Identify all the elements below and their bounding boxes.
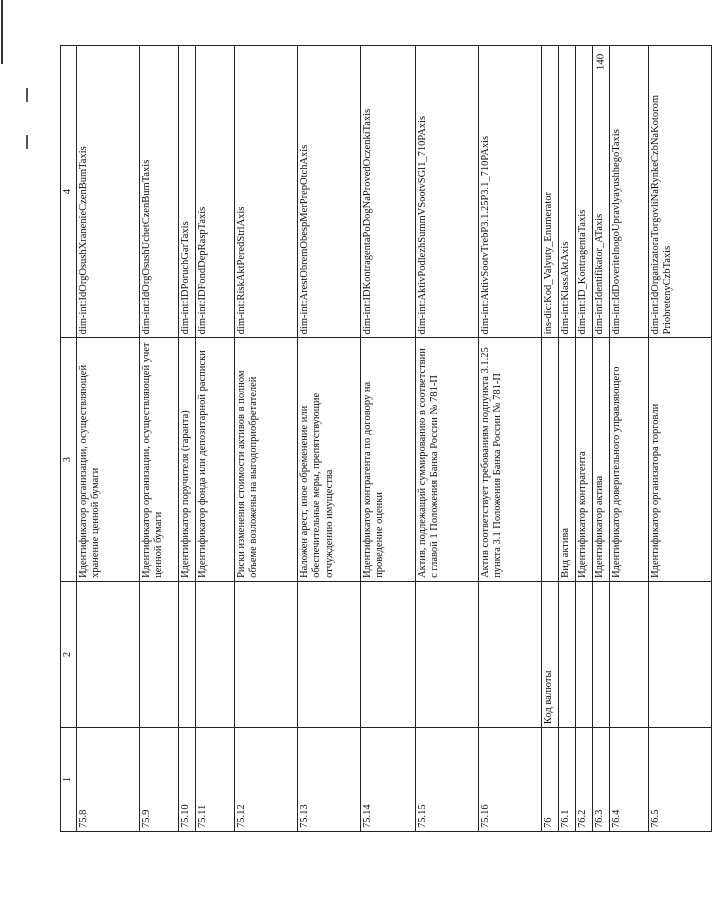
row-number: 75.12 [234,728,297,832]
row-description: Идентификатор доверительного управляющего [609,338,648,582]
row-description: Идентификатор актива [592,338,609,582]
row-name [297,581,360,727]
table-row [415,46,478,832]
row-number: 76.5 [648,728,711,832]
row-description [541,338,558,582]
header-cell: 1 [61,728,77,832]
row-number: 76.2 [575,728,592,832]
table-row [195,46,234,832]
row-description: Идентификатор контрагента [575,338,592,582]
row-code: dim-int:IdDoveritelnogoUpravlyayushhegoTaxis [609,46,648,338]
table-row [297,46,360,832]
table-row [234,46,297,832]
row-description: Идентификатор фонда или депозитарной расписки [195,338,234,582]
row-description: Идентификатор контрагента по договору на проведение оценки [360,338,415,582]
row-number: 75.10 [178,728,195,832]
row-code: dim-int:AktivPodlezhSummVSootvSGl1_710PAxis [415,46,478,338]
row-number: 75.11 [195,728,234,832]
row-code: dim-int:IDKontragentaPoDogNaProvedOczenkiTaxis [360,46,415,338]
header-cell: 2 [61,581,77,727]
row-number: 75.14 [360,728,415,832]
row-name [609,581,648,727]
header-cell: 4 [61,46,77,338]
table-row [575,46,592,832]
row-code: dim-int:IdOrganizatoraTorgovliNaRynkeCzbNaKotorom PriobretenyCzbTaxis [648,46,711,338]
row-description: Идентификатор организации, осуществляющей хранение ценной бумаги [76,338,139,582]
row-name [195,581,234,727]
row-number: 76.3 [592,728,609,832]
row-number: 76.1 [558,728,575,832]
row-name: Код валюты [541,581,558,727]
row-name [415,581,478,727]
row-name [139,581,178,727]
row-number: 75.9 [139,728,178,832]
data-table [60,45,712,832]
row-code: dim-int:ArestObremObespMerPrepOtchAxis [297,46,360,338]
row-code: dim-int:Identifikator_ATaxis [592,46,609,338]
row-code: dim-int:ID_KontragentaTaxis [575,46,592,338]
row-description: Актив, подлежащий суммированию в соответствии с главой 1 Положения Банка России № 781-П [415,338,478,582]
row-name [76,581,139,727]
table-row [558,46,575,832]
row-description: Идентификатор поручителя (гаранта) [178,338,195,582]
row-description: Наложен арест, иное обременение или обеспечительные меры, препятствующие отчуждению имущества [297,338,360,582]
row-number: 75.16 [478,728,541,832]
header-cell: 3 [61,338,77,582]
table-row [76,46,139,832]
row-name [478,581,541,727]
page-number: 140 [594,53,607,71]
table-row [478,46,541,832]
table-row [592,46,609,832]
row-number: 75.8 [76,728,139,832]
table-row [178,46,195,832]
row-code: ins-dic:Kod_Valyuty_Enumerator [541,46,558,338]
row-code: dim-int:AktivSootvTrebP3.1.25P3.1_710PAxis [478,46,541,338]
scan-mark [26,135,28,149]
row-name [592,581,609,727]
row-number: 75.13 [297,728,360,832]
table-row [360,46,415,832]
row-code: dim-int:KlassAktAxis [558,46,575,338]
header-row [61,46,77,832]
row-code: dim-int:IDFondDepRaspTaxis [195,46,234,338]
table-row [139,46,178,832]
row-name [360,581,415,727]
table-row [541,46,558,832]
row-description: Риски изменения стоимости активов в полном объеме возложены на выгодоприобретателей [234,338,297,582]
row-number: 76 [541,728,558,832]
row-name [558,581,575,727]
scan-mark [1,0,3,64]
row-name [178,581,195,727]
scan-edge [0,0,3,905]
row-description: Идентификатор организации, осуществляющей учет ценной бумаги [139,338,178,582]
row-name [234,581,297,727]
row-code: dim-int:IDPoruchGarTaxis [178,46,195,338]
row-name [575,581,592,727]
row-code: dim-int:IdOrgOsushXranenieCzenBumTaxis [76,46,139,338]
table-row [648,46,711,832]
row-description: Актив соответствует требованиям подпункта 3.1.25 пункта 3.1 Положения Банка России № 781-П [478,338,541,582]
row-description: Идентификатор организатора торговли [648,338,711,582]
row-code: dim-int:IdOrgOsushUchetCzenBumTaxis [139,46,178,338]
table-row [609,46,648,832]
row-code: dim-int:RiskAktPeredStrlAxis [234,46,297,338]
row-description: Вид актива [558,338,575,582]
row-number: 75.15 [415,728,478,832]
row-name [648,581,711,727]
scan-mark [26,88,28,102]
row-number: 76.4 [609,728,648,832]
